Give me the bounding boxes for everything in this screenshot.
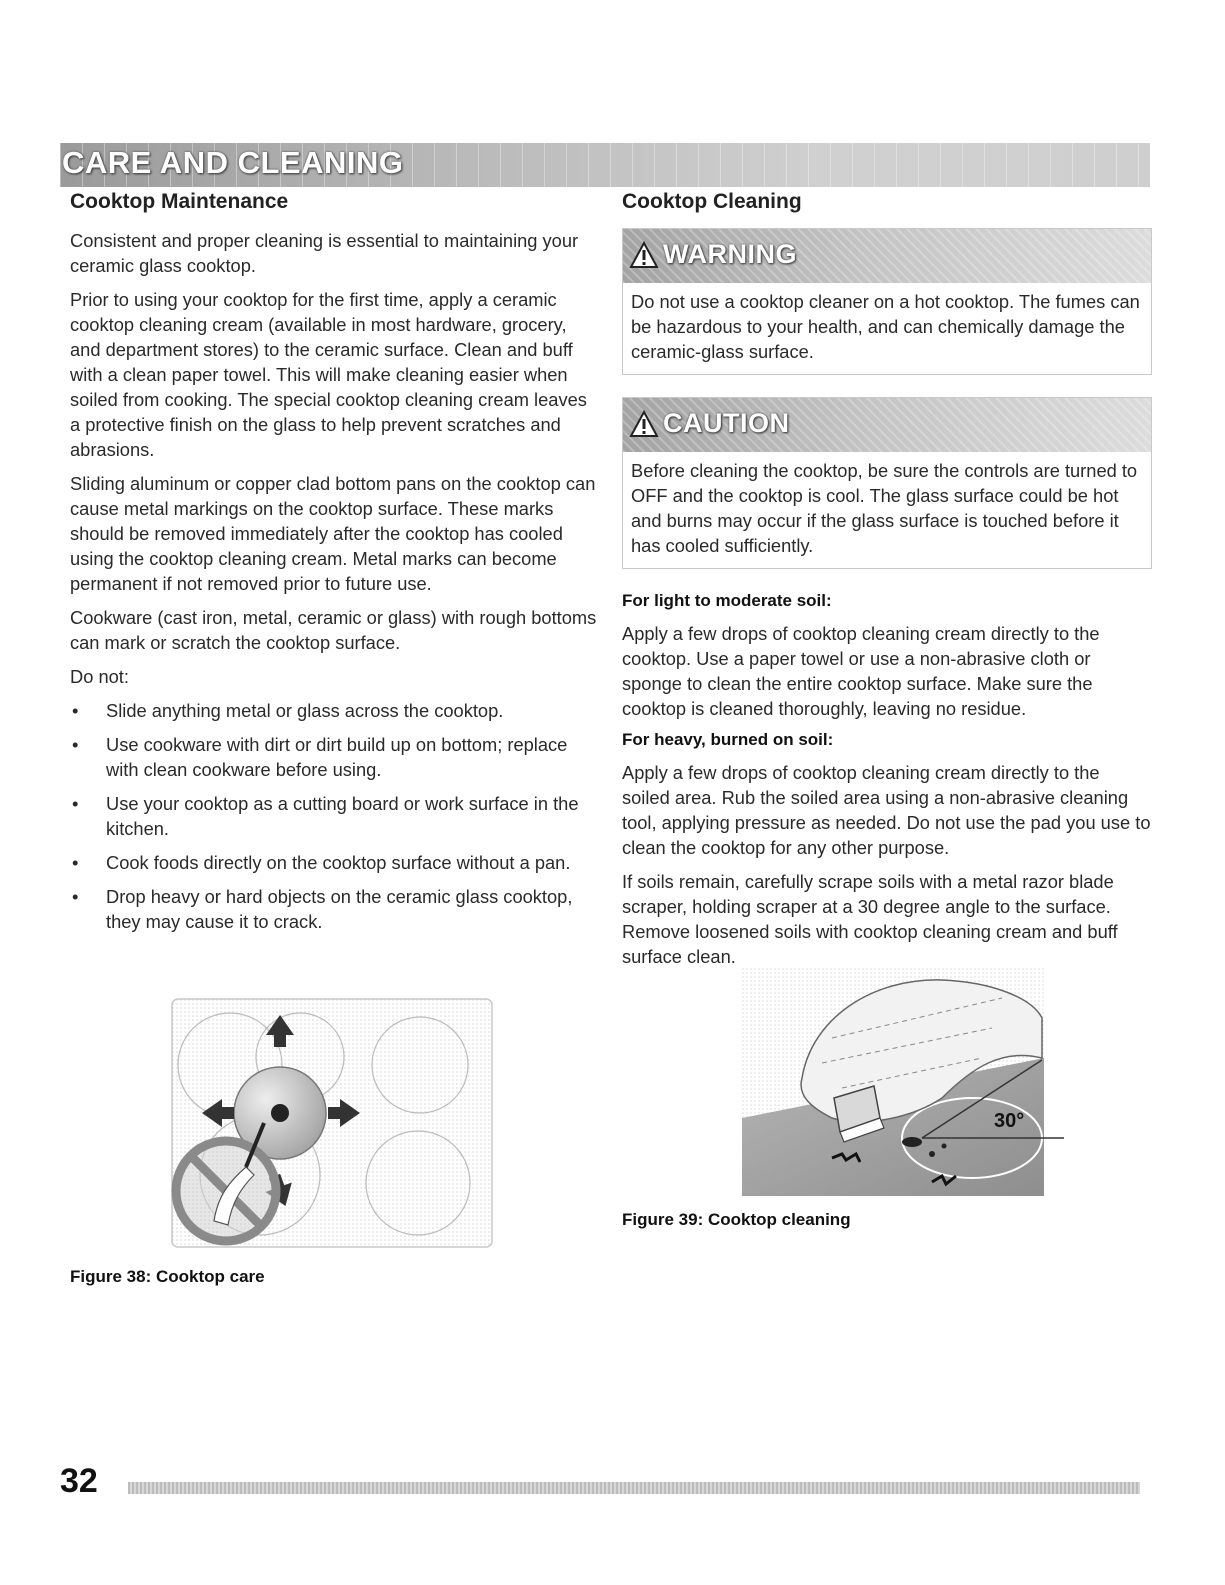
bullet: • [72,886,79,907]
paragraph: If soils remain, carefully scrape soils with a metal razor blade scraper, holding scraper at a 30 degree angle to the surface. Remove loosened soils with cooktop cleaning cream and buff surface clean. [622,871,1118,967]
footer-bar [128,1482,1140,1494]
angle-label: 30° [994,1110,1025,1132]
list-item [70,698,600,723]
figure-38-caption: Figure 38: Cooktop care [70,1267,265,1286]
bullet: • [72,700,79,721]
paragraph: Consistent and proper cleaning is essential to maintaining your ceramic glass cooktop. [70,230,579,276]
section-banner [60,143,1150,187]
figure-cooktop-care [168,995,498,1258]
paragraph: Cookware (cast iron, metal, ceramic or glass) with rough bottoms can mark or scratch the cooktop surface. [70,607,597,653]
caution-triangle-icon [629,410,659,438]
caution-title: CAUTION [663,408,790,438]
paragraph: Sliding aluminum or copper clad bottom pans on the cooktop can cause metal markings on the cooktop surface. These marks should be removed immediately after the cooktop has cooled using the cooktop cleaning cream. Metal marks can become permanent if not removed prior to future use. [70,473,596,594]
maintenance-heading: Cooktop Maintenance [70,190,289,213]
caution-text: Before cleaning the cooktop, be sure the controls are turned to OFF and the cooktop is cool. The glass surface could be hot and burns may occur if the glass surface is touched before it has cooled sufficiently. [631,460,1138,556]
list-item-text: Use cookware with dirt or dirt build up on bottom; replace with clean cookware before using. [106,734,568,780]
warning-text: Do not use a cooktop cleaner on a hot cooktop. The fumes can be hazardous to your health, and can chemically damage the ceramic-glass surface. [631,291,1140,362]
warning-header [623,229,1151,283]
warning-title: WARNING [663,239,797,269]
cleaning-heading: Cooktop Cleaning [622,190,802,213]
cooktop-care-illustration [168,995,498,1253]
paragraph: Do not: [70,666,129,687]
caution-header [623,398,1151,452]
right-column [622,190,1152,978]
page-number: 32 [60,1462,98,1500]
soil-spot [942,1144,947,1149]
bullet: • [72,734,79,755]
warning-box [622,228,1152,375]
list-item-text: Drop heavy or hard objects on the ceramic glass cooktop, they may cause it to crack. [106,886,573,932]
warning-triangle-icon [629,241,659,269]
heavy-soil-heading: For heavy, burned on soil: [622,730,834,749]
list-item-text: Use your cooktop as a cutting board or work surface in the kitchen. [106,793,579,839]
list-item [70,791,600,841]
caution-box [622,397,1152,569]
paragraph: Prior to using your cooktop for the first time, apply a ceramic cooktop cleaning cream (available in most hardware, grocery, and department stores) to the ceramic surface. Clean and buff with a clean paper towel. This will make cleaning easier when soiled from cooking. The special cooktop cleaning cream leaves a protective finish on the glass to help prevent scratches and abrasions. [70,289,587,460]
bullet: • [72,852,79,873]
figure-39-caption: Figure 39: Cooktop cleaning [622,1210,851,1229]
bullet: • [72,793,79,814]
list-item [70,732,600,782]
pan-handle-dot [271,1104,289,1122]
paragraph: Apply a few drops of cooktop cleaning cream directly to the cooktop. Use a paper towel or use a non-abrasive cloth or sponge to clean the entire cooktop surface. Make sure the cooktop is cleaned thoroughly, leaving no residue. [622,623,1100,719]
list-item [70,850,600,875]
list-item [70,884,600,934]
section-title: CARE AND CLEANING [62,145,404,180]
cooktop-cleaning-illustration [742,968,1072,1200]
light-soil-heading: For light to moderate soil: [622,591,832,610]
soil-spot [902,1137,922,1147]
figure-cooktop-cleaning [742,968,1072,1205]
do-not-list [70,698,600,934]
left-column [70,190,600,943]
list-item-text: Cook foods directly on the cooktop surface without a pan. [106,852,571,873]
list-item-text: Slide anything metal or glass across the cooktop. [106,700,504,721]
soil-spot [929,1151,935,1157]
paragraph: Apply a few drops of cooktop cleaning cream directly to the soiled area. Rub the soiled area using a non-abrasive cleaning tool, applying pressure as needed. Do not use the pad you use to clean the cooktop for any other purpose. [622,762,1151,858]
